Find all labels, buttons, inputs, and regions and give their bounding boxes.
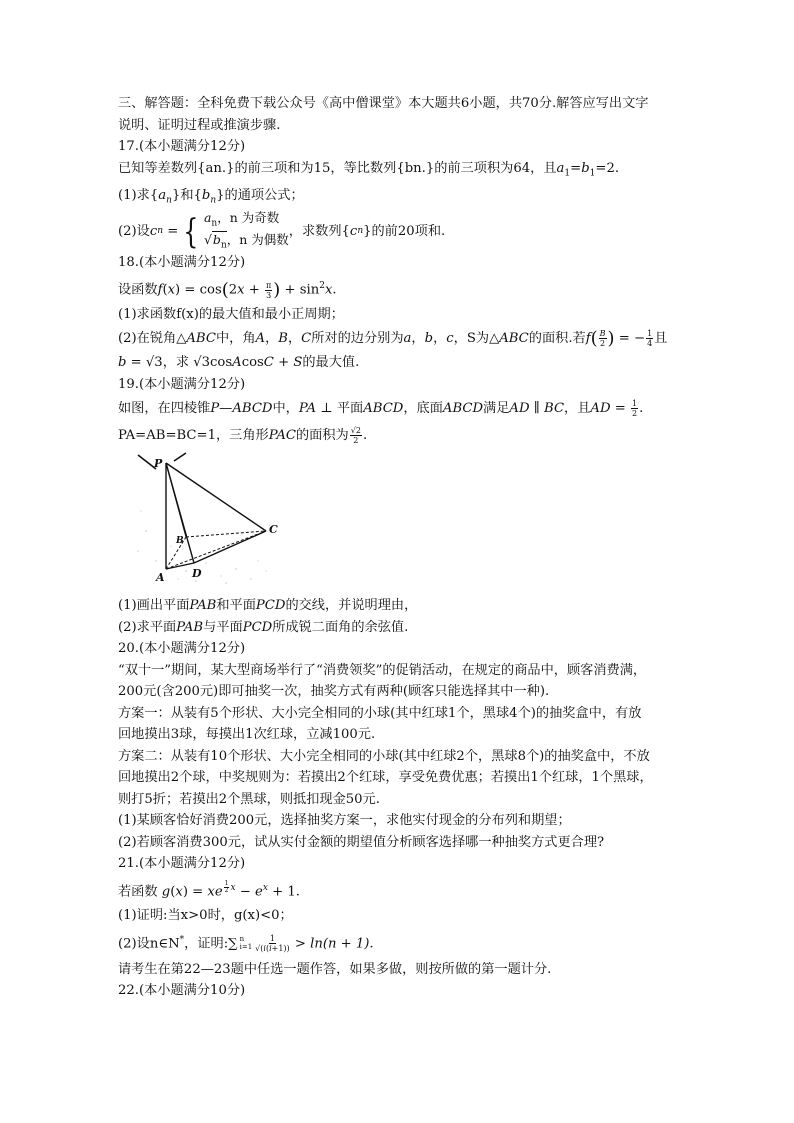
q17-stem: 已知等差数列{an.}的前三项和为15，等比数列{bn.}的前三项积为64，且$a_1=b_1=2$. [118,160,620,179]
q19-part2: (2)求平面PAB与平面PCD所成锐二面角的余弦值. [118,619,409,635]
q20-header: 20.(本小题满分12分) [118,641,246,657]
section-intro-line1: 三、解答题：全科免费下载公众号《高中僧课堂》本大题共6小题，共70分.解答应写出文字 [118,96,649,111]
q21-stem: 若函数 g(x) = xe $^{\frac{1}{2} x} - e^x + 1$. [118,879,300,900]
q20-line8: (1)某顾客恰好消费200元，选择抽奖方案一，求他实付现金的分布列和期望； [118,813,571,829]
piecewise-cases: $a_n$，n 为奇数 $√b_n$，n 为偶数 [203,210,289,251]
q22-header: 22.(本小题满分10分) [118,983,246,999]
q19-part1: (1)画出平面PAB和平面PCD的交线，并说明理由， [118,598,418,614]
label-C: C [269,523,278,537]
q20-line6: 回地摸出2个球，中奖规则为：若摸出2个红球，享受免费优惠；若摸出1个红球，1个黑球， [118,770,653,786]
q20-line1: “双十一”期间，某大型商场举行了“消费领奖”的促销活动，在规定的商品中，顾客消费满， [118,662,647,678]
q19-stem2: PA=AB=BC=1，三角形PAC的面积为 $\frac{√2}{2}$ . [118,426,368,446]
q20-line3: 方案一：从装有5个形状、大小完全相同的小球(其中红球1个，黑球4个)的抽奖盒中，有放 [118,705,642,721]
q20-line2: 200元(含200元)即可抽奖一次，抽奖方式有两种(顾客只能选择其中一种). [118,684,550,700]
edge-AD [166,563,194,569]
q18-part1: (1)求函数f(x)的最大值和最小正周期； [118,306,344,322]
q17-header: 17.(本小题满分12分) [118,139,246,154]
q19-header: 19.(本小题满分12分) [118,376,246,392]
q19-stem: 如图，在四棱锥P—ABCD中，PA ⊥ 平面ABCD，底面ABCD满足AD ∥ BC，且AD = $\frac{1}{2}$ . [118,399,644,419]
q21-header: 21.(本小题满分12分) [118,856,246,872]
q18-stem: 设函数f(x) = cos(2x + $\frac{\pi}{3}$ ) + $\sin^2x$. [118,279,337,301]
q18-header: 18.(本小题满分12分) [118,254,246,270]
piecewise-brace: { [183,211,199,252]
label-B: B [176,536,184,547]
label-D: D [192,567,202,581]
q21-part1: (1)证明:当x>0时，g(x)<0； [118,908,293,924]
q20-line5: 方案二：从装有10个形状、大小完全相同的小球(其中红球2个，黑球8个)的抽奖盒中，不放 [118,748,650,764]
q20-line9: (2)若顾客消费300元，试从实付金额的期望值分析顾客选择哪一种抽奖方式更合理? [118,834,605,850]
pyramid-figure [126,451,286,589]
q18-part2-cont: b = √3，求 √3cosAcosC + S的最大值. [118,355,360,371]
q20-line4: 回地摸出3球，每摸出1次红球，立减100元. [118,727,376,743]
edge-PC [166,463,266,531]
optional-note: 请考生在第22—23题中任选一题作答，如果多做，则按所做的第一题计分. [118,961,552,977]
q18-part2: (2)在锐角△ABC中，角A，B，C所对的边分别为a，b，c，S为△ABC的面积.若f( $\frac{B}{2}$ ) = − $\frac{1}{4}$ 且 [118,328,668,350]
label-P: P [154,457,163,471]
q17-part1: (1)求$\{a_n\}$和$\{b_n\}$的通项公式； [118,187,304,206]
q17-part2: (2)设 c n = { $a_n$，n 为奇数 $√b_n$，n 为偶数 ，求数列 { c n } 的前20项和. [118,210,446,252]
q20-line7: 则打5折；若摸出2个黑球，则抵扣现金50元. [118,791,380,807]
pyramid-diagram [126,451,286,589]
exam-page [118,93,678,1002]
section-intro-line2: 说明、证明过程或推演步骤. [118,117,281,133]
pen-mark-2 [174,453,186,461]
q21-part2: (2)设n∈N*，证明:∑ n i=1 $\frac{1}{√(i(i+1))}$ > ln(n + 1). [118,933,374,953]
label-A: A [156,571,165,585]
pyramid-edges [138,453,266,569]
edge-DC [194,531,266,563]
